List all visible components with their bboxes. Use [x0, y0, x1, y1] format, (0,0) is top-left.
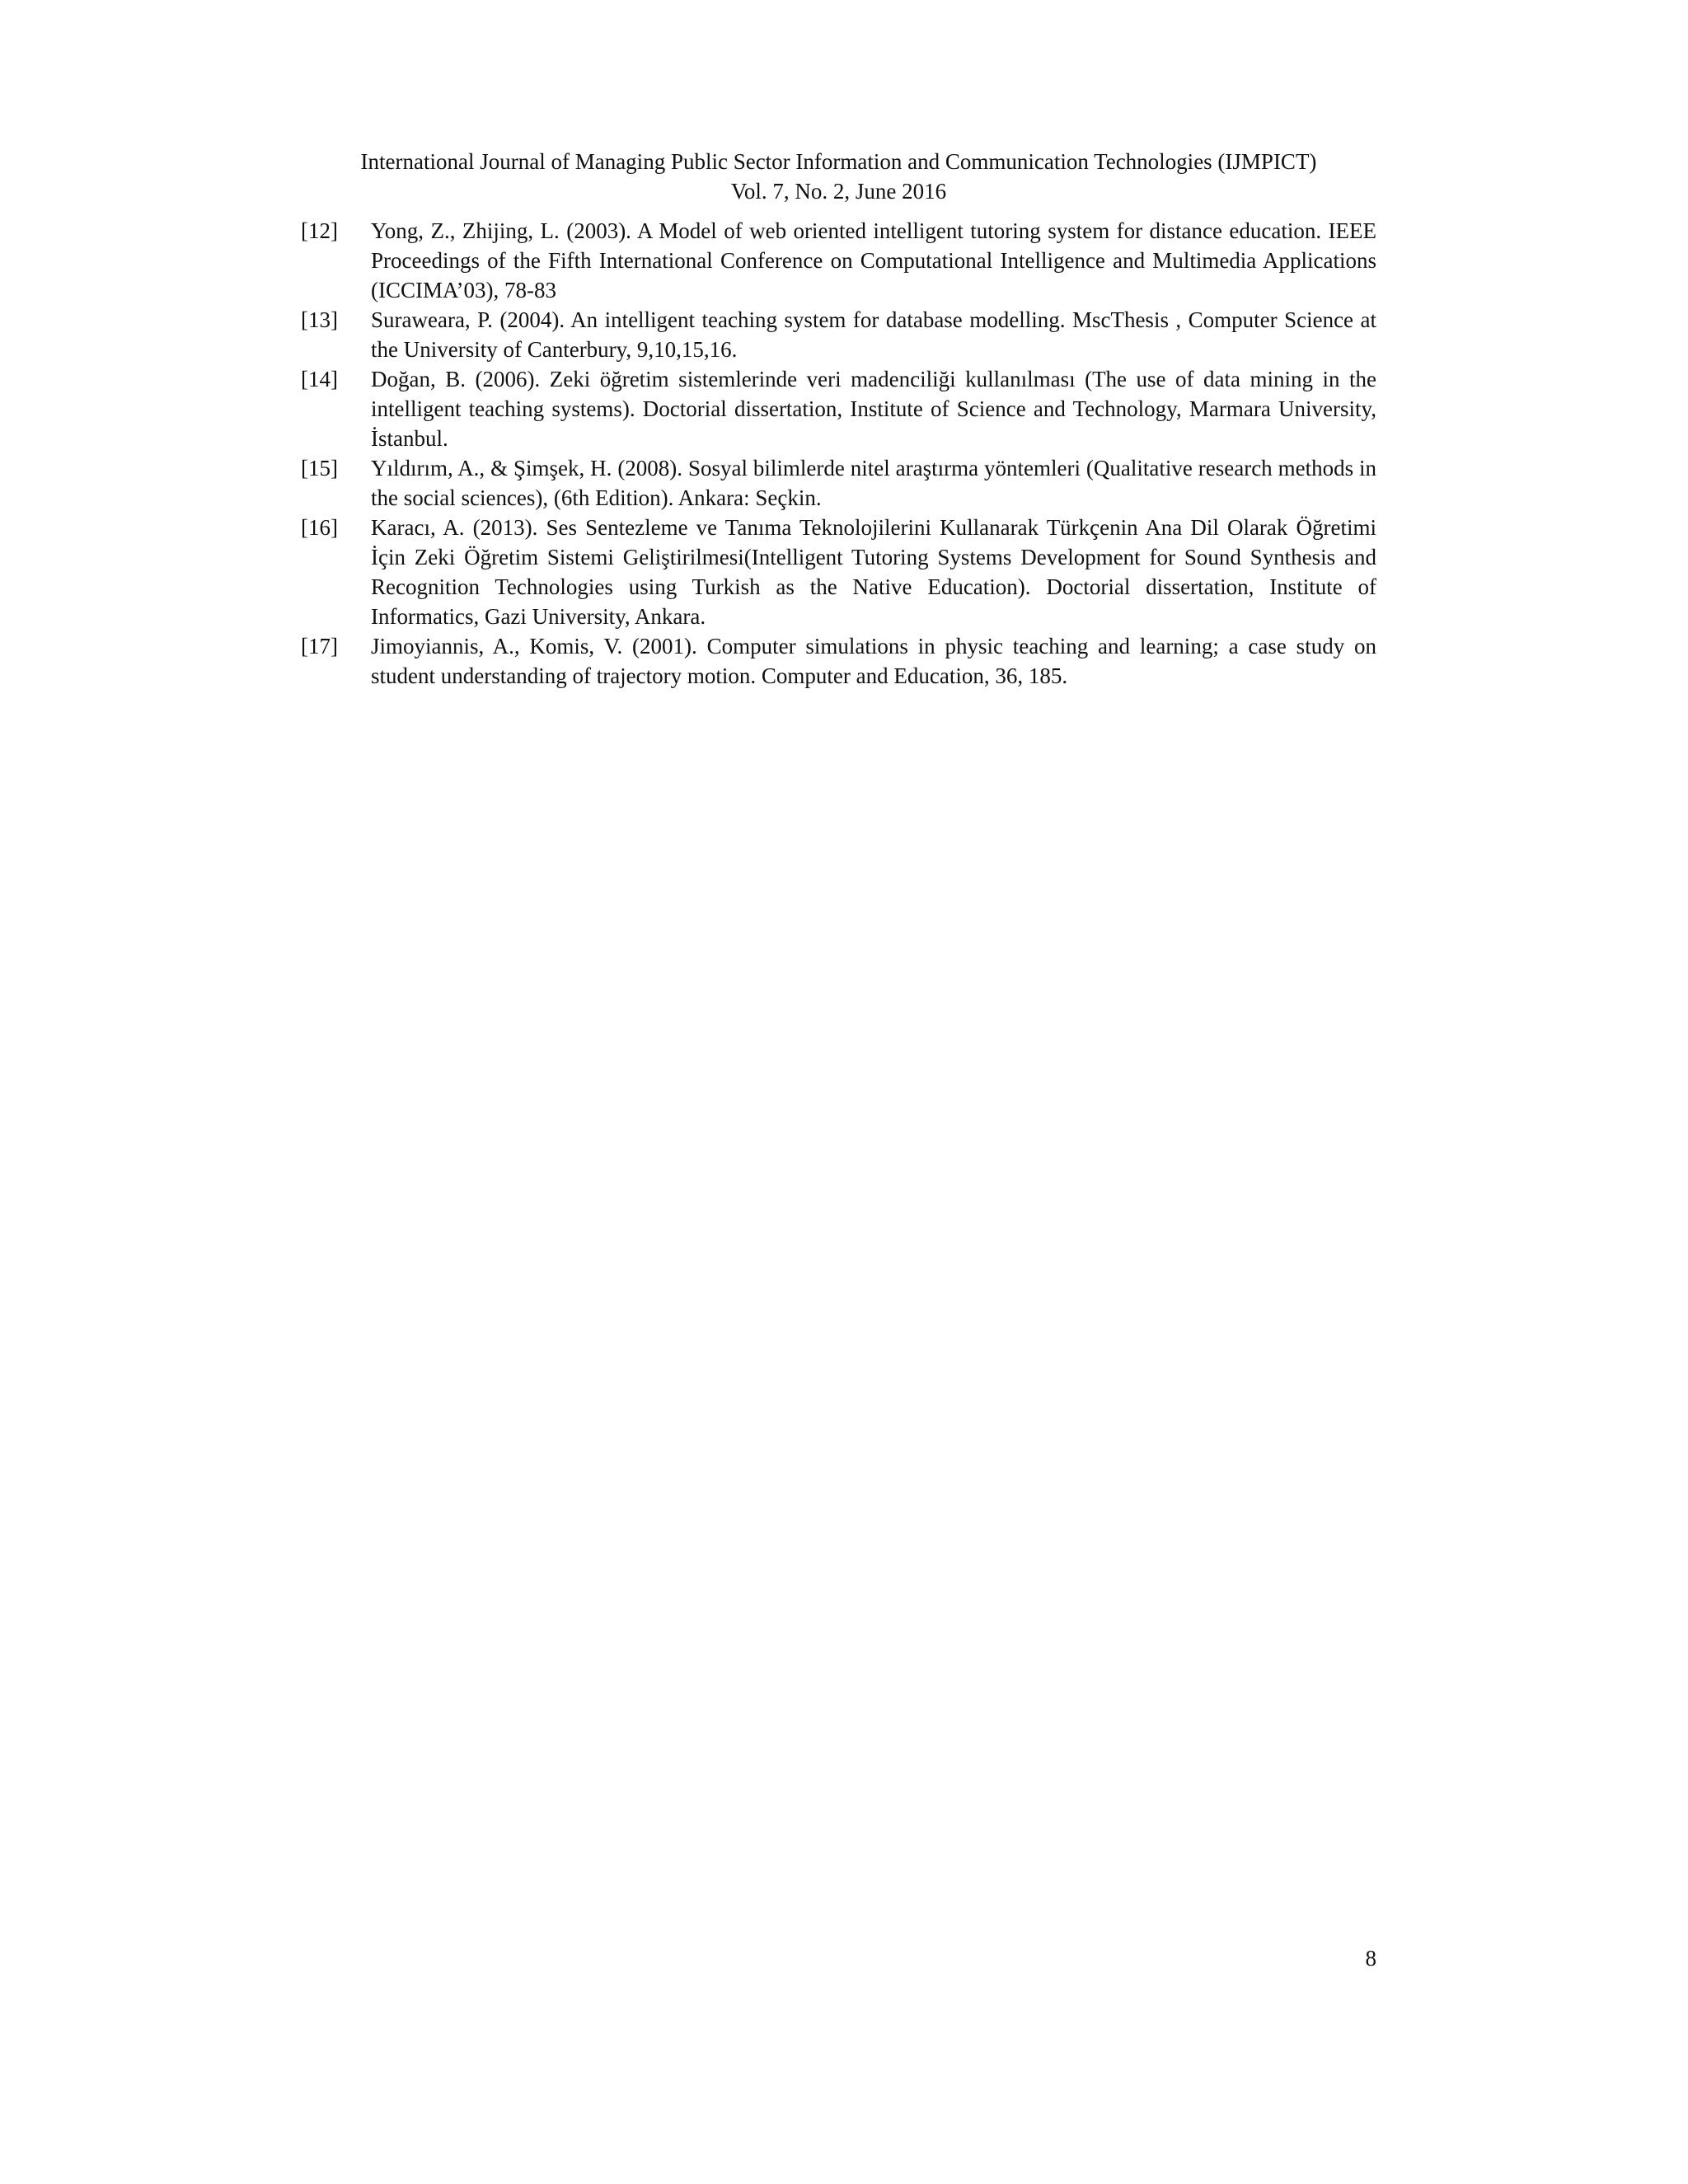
reference-number: [14]: [301, 367, 338, 391]
reference-text: Jimoyiannis, A., Komis, V. (2001). Computer simulations in physic teaching and learning; a case study on student understanding of trajectory motion. Computer and Education, 36, 185.: [371, 634, 1376, 688]
reference-item-16: [301, 513, 1376, 631]
reference-item-13: [301, 305, 1376, 364]
reference-number: [15]: [301, 456, 338, 480]
reference-text: Doğan, B. (2006). Zeki öğretim sistemlerinde veri madenciliği kullanılması (The use of data mining in the intelligent teaching systems). Doctorial dissertation, Institute of Science and Technology, Marmara University, İstanbul.: [371, 367, 1376, 451]
reference-number: [17]: [301, 634, 338, 658]
reference-item-17: [301, 631, 1376, 691]
reference-number: [13]: [301, 307, 338, 332]
reference-item-12: [301, 216, 1376, 305]
reference-text: Yıldırım, A., & Şimşek, H. (2008). Sosyal bilimlerde nitel araştırma yöntemleri (Qualitative research methods in the social sciences), (6th Edition). Ankara: Seçkin.: [371, 456, 1376, 510]
journal-volume: Vol. 7, No. 2, June 2016: [730, 179, 947, 204]
reference-number: [12]: [301, 218, 338, 243]
journal-title: International Journal of Managing Public Sector Information and Communication Technologies (IJMPICT): [360, 149, 1317, 174]
reference-list: [301, 216, 1376, 691]
reference-text: Karacı, A. (2013). Ses Sentezleme ve Tanıma Teknolojilerini Kullanarak Türkçenin Ana Dil Olarak Öğretimi İçin Zeki Öğretim Sistemi Geliştirilmesi(Intelligent Tutoring Systems Development for Sound Synthesis and Recognition Technologies using Turkish as the Native Education). Doctorial dissertation, Institute of Informatics, Gazi University, Ankara.: [371, 515, 1376, 629]
reference-number: [16]: [301, 515, 338, 540]
page-number: 8: [1365, 1946, 1376, 1971]
reference-text: Suraweara, P. (2004). An intelligent teaching system for database modelling. MscThesis , Computer Science at the University of Canterbury, 9,10,15,16.: [371, 307, 1376, 362]
running-header: [301, 147, 1376, 206]
reference-item-14: [301, 364, 1376, 453]
reference-text: Yong, Z., Zhijing, L. (2003). A Model of web oriented intelligent tutoring system for distance education. IEEE Proceedings of the Fifth International Conference on Computational Intelligence and Multimedia Applications (ICCIMA’03), 78-83: [371, 218, 1376, 302]
reference-item-15: [301, 453, 1376, 513]
